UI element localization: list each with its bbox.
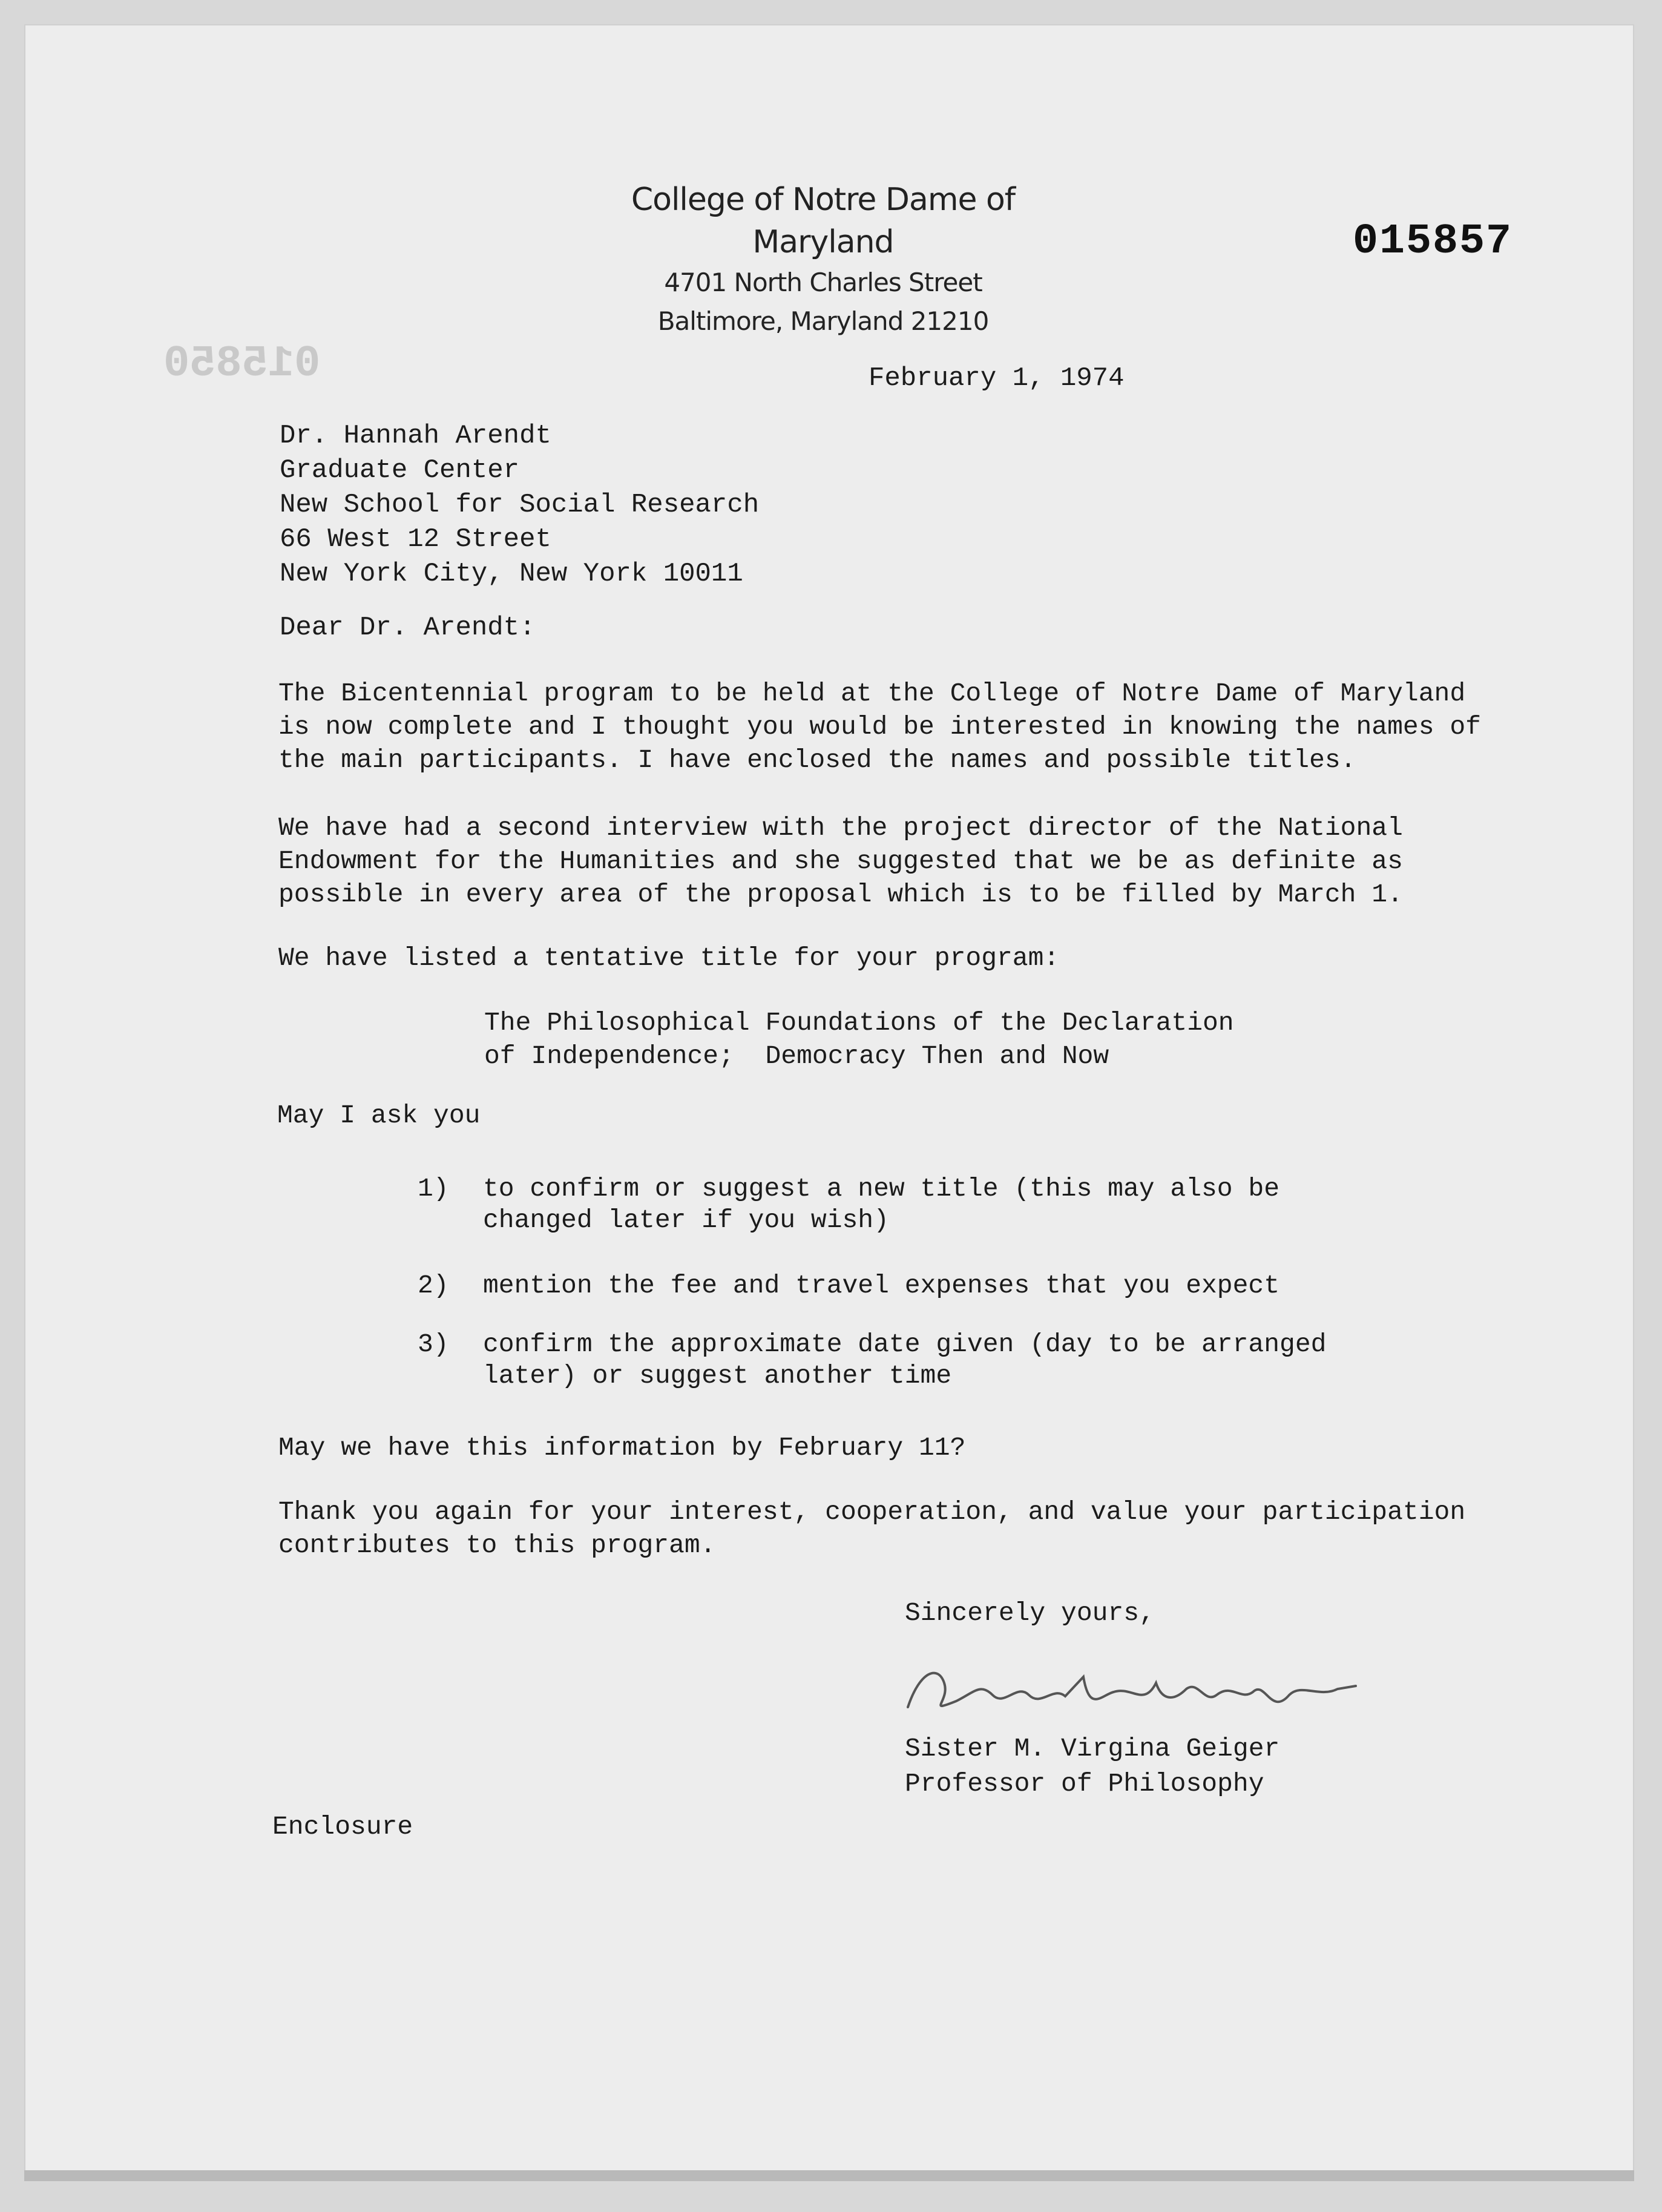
letterhead-street: 4701 North Charles Street — [664, 268, 982, 297]
closing: Sincerely yours, — [905, 1598, 1155, 1628]
letterhead-college: College of Notre Dame of Maryland — [631, 182, 1016, 260]
recipient-address — [280, 419, 759, 591]
signer-block — [905, 1731, 1279, 1802]
tentative-title — [484, 1006, 1332, 1073]
recipient-line: Dr. Hannah Arendt — [280, 421, 551, 451]
document-number: 015857 — [1353, 218, 1513, 266]
paragraph-deadline: May we have this information by February 11? — [278, 1433, 966, 1463]
letterhead — [581, 179, 1065, 341]
letter-date: February 1, 1974 — [869, 363, 1125, 393]
tentative-title-line: of Independence; Democracy Then and Now — [484, 1041, 1109, 1071]
recipient-line: Graduate Center — [280, 455, 520, 486]
recipient-line: 66 West 12 Street — [280, 524, 551, 555]
request-item-number: 1) — [418, 1174, 449, 1203]
signer-name: Sister M. Virgina Geiger — [905, 1734, 1280, 1763]
request-item-text: to confirm or suggest a new title (this may also be changed later if you wish) — [483, 1174, 1280, 1235]
paragraph-interview: We have had a second interview with the project director of the National Endowment for the Humanities and she suggested that we be as definite as possible in every area of the proposal which is to be filled by March 1. — [278, 813, 1403, 909]
request-item-number: 2) — [418, 1271, 449, 1300]
paragraph-thanks: Thank you again for your interest, cooperation, and value your participation contributes to this program. — [278, 1497, 1466, 1560]
bleed-through-number: 015850 — [163, 339, 321, 389]
request-item-number: 3) — [418, 1329, 449, 1359]
recipient-line: New School for Social Research — [280, 490, 760, 520]
page-bottom-edge — [24, 2170, 1634, 2181]
paragraph-program: The Bicentennial program to be held at the College of Notre Dame of Maryland is now complete and I thought you would be interested in knowing the names of the main participants. I have enclosed the names and possible titles. — [278, 679, 1481, 775]
letterhead-city: Baltimore, Maryland 21210 — [657, 306, 989, 336]
handwritten-signature — [902, 1659, 1362, 1725]
ask-line: May I ask you — [277, 1101, 481, 1130]
enclosure-note: Enclosure — [272, 1812, 413, 1842]
recipient-line: New York City, New York 10011 — [280, 559, 743, 589]
paragraph-title-intro: We have listed a tentative title for your program: — [278, 943, 1060, 973]
signer-title: Professor of Philosophy — [905, 1769, 1264, 1799]
request-item-text: confirm the approximate date given (day to be arranged later) or suggest another time — [483, 1329, 1327, 1391]
salutation: Dear Dr. Arendt: — [280, 613, 536, 643]
request-item-text: mention the fee and travel expenses that you expect — [483, 1271, 1280, 1300]
tentative-title-line: The Philosophical Foundations of the Declaration — [484, 1008, 1234, 1038]
